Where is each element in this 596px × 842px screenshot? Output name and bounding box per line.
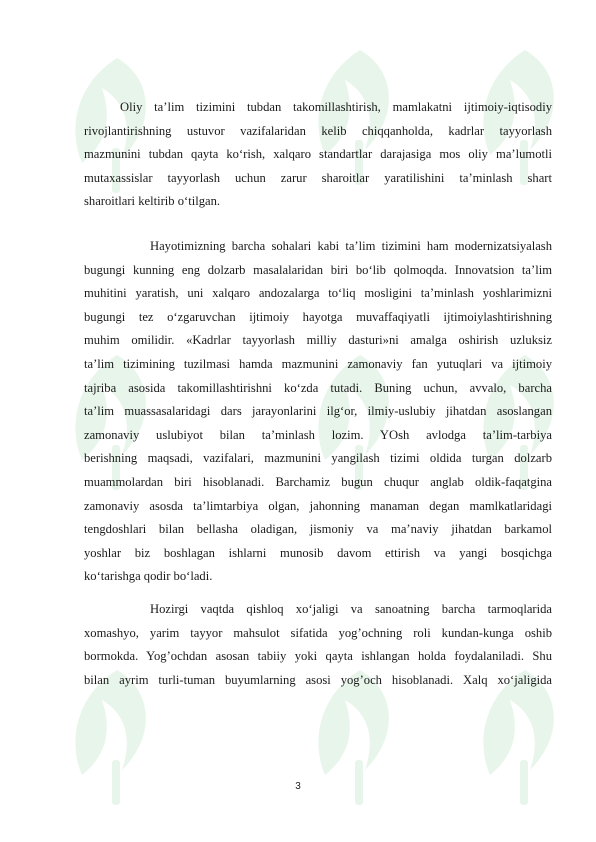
text-line: mazmunini tubdan qayta ko‘rish, xalqaro standartlar darajasiga mos oliy ma’lumotli xyxy=(84,147,552,162)
text-line: zamonaviy asosda ta’limtarbiya olgan, jahonning manaman degan mamlkatlaridagi xyxy=(84,498,552,513)
text-line: bugungi tez o‘zgaruvchan ijtimoiy hayotga muvaffaqiyatli ijtimoiylashtirishning xyxy=(84,309,552,324)
text-line: ta’lim muassasalaridagi dars jarayonlarini ilg‘or, ilmiy-uslubiy jihatdan asoslangan xyxy=(84,404,552,419)
text-line: bugungi kunning eng dolzarb masalalaridan biri bo‘lib qolmoqda. Innovatsion ta’lim xyxy=(84,262,552,277)
text-line: bilan ayrim turli-tuman buyumlarning asosi yog’och hisoblanadi. Xalq xo‘jaligida xyxy=(84,672,552,687)
paragraph-1 xyxy=(84,96,552,214)
text-line: tajriba asosida takomillashtirishni ko‘zda tutadi. Buning uchun, avvalo, barcha xyxy=(84,380,552,395)
paragraph-2 xyxy=(84,235,552,589)
text-line: tengdoshlari bilan bellasha oladigan, jismoniy va ma’naviy jihatdan barkamol xyxy=(84,522,552,537)
text-line: rivojlantirishning ustuvor vazifalaridan kelib chiqqanholda, kadrlar tayyorlash xyxy=(84,123,552,138)
text-line: xomashyo, yarim tayyor mahsulot sifatida yog’ochning roli kundan-kunga oshib xyxy=(84,625,552,640)
text-line: Hozirgi vaqtda qishloq xo‘jaligi va sanoatning barcha tarmoqlarida xyxy=(150,602,552,616)
page-number: 3 xyxy=(295,781,301,792)
text-line: ko‘tarishga qodir bo‘ladi. xyxy=(84,569,213,584)
text-line: ta’lim tizimining tuzilmasi hamda mazmunini zamonaviy fan yutuqlari va ijtimoiy xyxy=(84,356,552,371)
text-line: zamonaviy uslubiyot bilan ta’minlash lozim. YOsh avlodga ta’lim-tarbiya xyxy=(84,427,552,442)
text-line: yoshlar biz boshlagan ishlarni munosib davom ettirish va yangi bosqichga xyxy=(84,545,552,560)
text-line: bormokda. Yog’ochdan asosan tabiiy yoki qayta ishlangan holda foydalaniladi. Shu xyxy=(84,649,552,664)
text-line: muammolardan biri hisoblanadi. Barchamiz bugun chuqur anglab oldik-faqatgina xyxy=(84,474,552,489)
text-line: muhitini yaratish, uni xalqaro andozalarga to‘liq mosligini ta’minlash yoshlarimizni xyxy=(84,286,552,301)
text-line: muhim omilidir. «Kadrlar tayyorlash milliy dasturi»ni amalga oshirish uzluksiz xyxy=(84,333,552,348)
text-line: Oliy ta’lim tizimini tubdan takomillashtirish, mamlakatni ijtimoiy-iqtisodiy xyxy=(120,100,552,114)
text-line: Hayotimizning barcha sohalari kabi ta’lim tizimini ham modernizatsiyalash xyxy=(150,239,552,253)
text-line: mutaxassislar tayyorlash uchun zarur sharoitlar yaratilishini ta’minlash shart xyxy=(84,170,552,185)
text-line: berishning maqsadi, vazifalari, mazmunini yangilash tizimi oldida turgan dolzarb xyxy=(84,451,552,466)
paragraph-3 xyxy=(84,598,552,692)
text-line: sharoitlari keltirib o‘tilgan. xyxy=(84,194,221,209)
